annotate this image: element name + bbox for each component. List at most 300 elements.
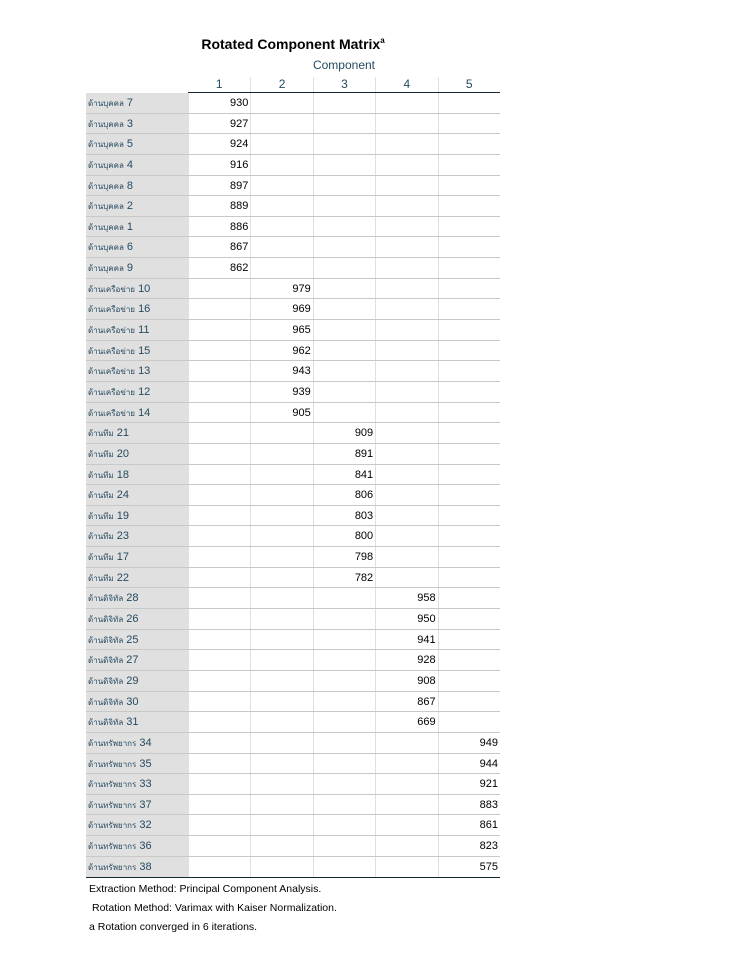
table-row	[86, 465, 500, 486]
row-label	[86, 609, 188, 629]
row-label-number: 11	[138, 324, 150, 337]
loading-cell	[313, 857, 375, 878]
row-label-prefix: ด้านบุคคล	[88, 202, 124, 212]
row-label-number: 12	[138, 385, 151, 398]
loading-cell	[438, 382, 500, 402]
loading-cell	[313, 836, 375, 856]
loading-cell	[375, 134, 437, 154]
loading-cell	[188, 712, 250, 732]
loading-cell	[375, 568, 437, 588]
row-label-number: 21	[116, 427, 130, 440]
loading-cell	[375, 258, 437, 278]
loading-cell	[375, 155, 437, 175]
table-row	[86, 258, 500, 279]
footnotes	[89, 880, 337, 937]
row-label-prefix: ด้านทีม	[88, 511, 114, 521]
loading-cell: 927	[188, 114, 250, 134]
row-label-prefix: ด้านดิจิทัล	[88, 697, 124, 707]
loading-cell	[250, 114, 312, 134]
loading-cell	[438, 547, 500, 567]
table-row	[86, 134, 500, 155]
loading-cell: 806	[313, 485, 375, 505]
column-headers	[188, 77, 500, 93]
loading-cell	[250, 93, 312, 113]
row-label	[86, 754, 188, 774]
row-label-number: 32	[139, 819, 152, 832]
row-label	[86, 217, 188, 237]
row-label-prefix: ด้านเครือข่าย	[88, 387, 135, 397]
row-label-number: 4	[126, 158, 134, 171]
loading-cell	[375, 237, 437, 257]
row-label	[86, 299, 188, 319]
loading-cell	[438, 712, 500, 732]
loading-cell: 969	[250, 299, 312, 319]
loading-cell	[188, 609, 250, 629]
loading-cell	[250, 609, 312, 629]
row-label-number: 13	[138, 365, 151, 378]
table-row	[86, 361, 500, 382]
loading-cell	[188, 754, 250, 774]
loading-cell: 883	[438, 795, 500, 815]
loading-cell	[250, 134, 312, 154]
table-row	[86, 279, 500, 300]
loading-cell	[313, 650, 375, 670]
loading-cell: 908	[375, 671, 437, 691]
loading-cell	[250, 733, 312, 753]
loading-cell	[375, 857, 437, 878]
loading-cell: 943	[250, 361, 312, 381]
table-row	[86, 588, 500, 609]
table-row	[86, 93, 500, 114]
table-row	[86, 547, 500, 568]
footnote-convergence: a Rotation converged in 6 iterations.	[89, 921, 258, 933]
row-label-number: 31	[126, 716, 139, 729]
row-label-number: 35	[139, 757, 152, 770]
loading-cell	[250, 774, 312, 794]
row-label-number: 37	[139, 798, 152, 811]
loading-cell: 979	[250, 279, 312, 299]
table-row	[86, 485, 500, 506]
loading-cell	[375, 382, 437, 402]
loading-cell: 798	[313, 547, 375, 567]
loading-cell: 941	[375, 630, 437, 650]
row-label-prefix: ด้านบุคคล	[88, 222, 124, 232]
row-label	[86, 258, 188, 278]
row-label-number: 19	[116, 509, 130, 522]
loading-cell	[375, 114, 437, 134]
table-row	[86, 237, 500, 258]
row-label-number: 3	[126, 117, 134, 130]
row-label	[86, 485, 188, 505]
loading-cell: 800	[313, 526, 375, 546]
loading-cell	[313, 795, 375, 815]
loading-cell: 928	[375, 650, 437, 670]
row-label-number: 10	[138, 282, 151, 295]
loading-cell	[375, 836, 437, 856]
loading-cell: 949	[438, 733, 500, 753]
loading-cell	[313, 671, 375, 691]
loading-cell	[438, 114, 500, 134]
table-row	[86, 217, 500, 238]
loading-cell	[438, 196, 500, 216]
footnote-extraction: Extraction Method: Principal Component Analysis.	[89, 883, 322, 895]
row-label	[86, 506, 188, 526]
loading-cell	[313, 754, 375, 774]
row-label	[86, 588, 188, 608]
loading-cell	[375, 774, 437, 794]
loading-cell	[250, 650, 312, 670]
table-row	[86, 155, 500, 176]
loading-cell	[438, 341, 500, 361]
loading-cell	[438, 630, 500, 650]
loading-cell	[250, 568, 312, 588]
loading-cell	[250, 712, 312, 732]
table-row	[86, 568, 500, 589]
loading-cell: 921	[438, 774, 500, 794]
loading-cell	[250, 630, 312, 650]
row-label	[86, 857, 188, 878]
column-header: 4	[375, 77, 437, 92]
loading-cell	[313, 155, 375, 175]
table-row	[86, 382, 500, 403]
loading-cell	[188, 671, 250, 691]
loading-cell	[375, 465, 437, 485]
table-row	[86, 795, 500, 816]
table-row	[86, 671, 500, 692]
loading-cell	[188, 382, 250, 402]
loading-cell	[438, 258, 500, 278]
loading-cell: 782	[313, 568, 375, 588]
row-label-number: 15	[138, 344, 151, 357]
table-row	[86, 403, 500, 424]
loading-cell	[313, 692, 375, 712]
loading-cell	[250, 754, 312, 774]
loading-cell	[250, 547, 312, 567]
loading-cell	[313, 609, 375, 629]
loading-cell	[250, 465, 312, 485]
row-label-prefix: ด้านทีม	[88, 573, 114, 583]
row-label	[86, 733, 188, 753]
loading-cell	[438, 650, 500, 670]
table-row	[86, 609, 500, 630]
table-row	[86, 815, 500, 836]
row-label-prefix: ด้านดิจิทัล	[88, 718, 124, 728]
table-row	[86, 692, 500, 713]
loading-cell	[250, 857, 312, 878]
row-label	[86, 547, 188, 567]
loading-cell	[438, 155, 500, 175]
row-label-number: 22	[116, 571, 130, 584]
row-label	[86, 465, 188, 485]
loading-cell	[375, 526, 437, 546]
loading-cell	[250, 423, 312, 443]
loading-cell	[188, 795, 250, 815]
loading-cell	[438, 279, 500, 299]
row-label-number: 14	[138, 406, 151, 419]
row-label-prefix: ด้านบุคคล	[88, 264, 124, 274]
loading-cell	[438, 485, 500, 505]
component-matrix-table	[86, 93, 500, 878]
loading-cell	[188, 650, 250, 670]
loading-cell	[188, 547, 250, 567]
row-label-number: 7	[126, 97, 134, 109]
row-label-prefix: ด้านเครือข่าย	[88, 326, 135, 336]
loading-cell	[375, 403, 437, 423]
loading-cell: 886	[188, 217, 250, 237]
row-label-number: 26	[126, 613, 139, 626]
row-label-prefix: ด้านดิจิทัล	[88, 676, 124, 686]
row-label-prefix: ด้านเครือข่าย	[88, 408, 135, 418]
table-row	[86, 299, 500, 320]
row-label-prefix: ด้านดิจิทัล	[88, 615, 124, 625]
loading-cell: 958	[375, 588, 437, 608]
row-label	[86, 134, 188, 154]
loading-cell	[313, 774, 375, 794]
row-label	[86, 176, 188, 196]
loading-cell	[188, 320, 250, 340]
loading-cell	[188, 423, 250, 443]
loading-cell	[438, 361, 500, 381]
loading-cell: 862	[188, 258, 250, 278]
loading-cell	[250, 237, 312, 257]
loading-cell	[375, 815, 437, 835]
loading-cell: 575	[438, 857, 500, 878]
row-label-prefix: ด้านบุคคล	[88, 119, 124, 129]
loading-cell	[250, 217, 312, 237]
column-header: 1	[215, 77, 223, 91]
loading-cell: 867	[188, 237, 250, 257]
row-label	[86, 774, 188, 794]
loading-cell: 950	[375, 609, 437, 629]
row-label-prefix: ด้านทรัพยากร	[88, 780, 137, 790]
row-label-number: 20	[116, 447, 130, 460]
table-row	[86, 836, 500, 857]
row-label	[86, 93, 188, 113]
loading-cell	[313, 196, 375, 216]
table-row	[86, 444, 500, 465]
loading-cell	[438, 423, 500, 443]
column-header: 3	[313, 77, 375, 92]
loading-cell	[188, 836, 250, 856]
row-label	[86, 671, 188, 691]
loading-cell	[188, 341, 250, 361]
loading-cell	[438, 176, 500, 196]
loading-cell	[313, 382, 375, 402]
loading-cell	[250, 588, 312, 608]
loading-cell	[188, 857, 250, 878]
loading-cell	[313, 815, 375, 835]
row-label-number: 1	[126, 220, 134, 233]
loading-cell	[438, 506, 500, 526]
loading-cell	[250, 526, 312, 546]
loading-cell	[188, 403, 250, 423]
loading-cell	[438, 93, 500, 113]
row-label-prefix: ด้านทีม	[88, 429, 114, 439]
row-label	[86, 279, 188, 299]
loading-cell	[250, 155, 312, 175]
row-label-prefix: ด้านทรัพยากร	[88, 862, 137, 872]
row-label-number: 23	[116, 530, 130, 543]
loading-cell: 905	[250, 403, 312, 423]
row-label	[86, 692, 188, 712]
loading-cell	[375, 217, 437, 237]
loading-cell	[375, 176, 437, 196]
loading-cell	[250, 692, 312, 712]
loading-cell	[250, 671, 312, 691]
loading-cell: 965	[250, 320, 312, 340]
row-label	[86, 320, 188, 340]
table-row	[86, 423, 500, 444]
loading-cell	[188, 692, 250, 712]
loading-cell: 803	[313, 506, 375, 526]
table-row	[86, 712, 500, 733]
row-label-prefix: ด้านทีม	[88, 449, 114, 459]
title-superscript: a	[380, 36, 385, 45]
column-header: 2	[250, 77, 312, 92]
loading-cell: 861	[438, 815, 500, 835]
loading-cell	[438, 237, 500, 257]
loading-cell	[313, 588, 375, 608]
row-label	[86, 650, 188, 670]
loading-cell	[375, 754, 437, 774]
row-label-number: 8	[126, 179, 134, 192]
footnote-rotation: Rotation Method: Varimax with Kaiser Normalization.	[92, 902, 337, 914]
loading-cell	[375, 547, 437, 567]
row-label	[86, 836, 188, 856]
row-label-prefix: ด้านบุคคล	[88, 243, 124, 253]
loading-cell	[438, 465, 500, 485]
loading-cell	[313, 134, 375, 154]
row-label-number: 38	[139, 860, 152, 873]
loading-cell	[250, 196, 312, 216]
component-header: Component	[312, 58, 376, 72]
row-label	[86, 712, 188, 732]
loading-cell	[313, 217, 375, 237]
row-label-prefix: ด้านดิจิทัล	[88, 656, 124, 666]
loading-cell: 944	[438, 754, 500, 774]
row-label-number: 18	[116, 468, 130, 481]
loading-cell	[313, 176, 375, 196]
table-row	[86, 774, 500, 795]
table-title: Rotated Component Matrix$^a$	[201, 36, 385, 52]
loading-cell	[375, 506, 437, 526]
table-row	[86, 176, 500, 197]
row-label-prefix: ด้านทรัพยากร	[88, 842, 137, 852]
row-label-prefix: ด้านทรัพยากร	[88, 759, 137, 769]
loading-cell	[250, 836, 312, 856]
row-label-prefix: ด้านเครือข่าย	[88, 346, 135, 356]
loading-cell: 841	[313, 465, 375, 485]
loading-cell: 930	[188, 93, 250, 113]
row-label-number: 16	[138, 303, 151, 316]
row-label-prefix: ด้านทีม	[88, 532, 114, 542]
loading-cell	[188, 588, 250, 608]
loading-cell	[250, 176, 312, 196]
loading-cell: 962	[250, 341, 312, 361]
loading-cell: 924	[188, 134, 250, 154]
column-header: 5	[438, 77, 500, 92]
row-label-prefix: ด้านบุคคล	[88, 140, 124, 150]
loading-cell	[375, 93, 437, 113]
row-label	[86, 795, 188, 815]
row-label-prefix: ด้านบุคคล	[88, 181, 124, 191]
row-label-number: 29	[126, 674, 139, 687]
loading-cell	[188, 733, 250, 753]
table-row	[86, 196, 500, 217]
row-label-number: 34	[139, 736, 152, 749]
table-row	[86, 733, 500, 754]
loading-cell	[188, 299, 250, 319]
row-label-number: 24	[116, 489, 130, 502]
loading-cell	[375, 795, 437, 815]
row-label-number: 30	[126, 695, 139, 708]
row-label-number: 27	[126, 654, 139, 667]
loading-cell	[313, 258, 375, 278]
loading-cell	[250, 258, 312, 278]
row-label-number: 9	[126, 262, 134, 275]
row-label	[86, 423, 188, 443]
loading-cell	[188, 815, 250, 835]
loading-cell: 669	[375, 712, 437, 732]
loading-cell	[375, 485, 437, 505]
loading-cell	[438, 692, 500, 712]
row-label-prefix: ด้านเครือข่าย	[88, 367, 135, 377]
loading-cell	[438, 320, 500, 340]
loading-cell	[438, 403, 500, 423]
row-label-prefix: ด้านบุคคล	[88, 160, 124, 170]
row-label-prefix: ด้านเครือข่าย	[88, 284, 135, 294]
row-label-number: 28	[126, 592, 139, 605]
loading-cell	[375, 299, 437, 319]
row-label-number: 36	[139, 840, 152, 853]
table-row	[86, 650, 500, 671]
loading-cell	[375, 423, 437, 443]
row-label-prefix: ด้านเครือข่าย	[88, 305, 135, 315]
loading-cell	[188, 485, 250, 505]
loading-cell	[188, 630, 250, 650]
loading-cell	[313, 299, 375, 319]
loading-cell	[188, 361, 250, 381]
loading-cell	[313, 403, 375, 423]
loading-cell	[438, 588, 500, 608]
loading-cell: 891	[313, 444, 375, 464]
row-label	[86, 382, 188, 402]
row-label-number: 6	[126, 241, 134, 254]
loading-cell	[313, 279, 375, 299]
loading-cell	[250, 444, 312, 464]
row-label-prefix: ด้านทีม	[88, 491, 114, 501]
loading-cell	[438, 134, 500, 154]
loading-cell	[438, 609, 500, 629]
row-label-prefix: ด้านทีม	[88, 553, 114, 563]
loading-cell	[188, 774, 250, 794]
loading-cell	[188, 506, 250, 526]
loading-cell	[375, 320, 437, 340]
loading-cell	[313, 341, 375, 361]
row-label	[86, 196, 188, 216]
loading-cell	[313, 712, 375, 732]
loading-cell	[438, 299, 500, 319]
loading-cell	[313, 114, 375, 134]
loading-cell	[375, 196, 437, 216]
row-label	[86, 155, 188, 175]
row-label	[86, 403, 188, 423]
loading-cell	[438, 444, 500, 464]
row-label-number: 17	[116, 551, 130, 564]
loading-cell	[188, 444, 250, 464]
row-label	[86, 237, 188, 257]
row-label-prefix: ด้านทีม	[88, 470, 114, 480]
